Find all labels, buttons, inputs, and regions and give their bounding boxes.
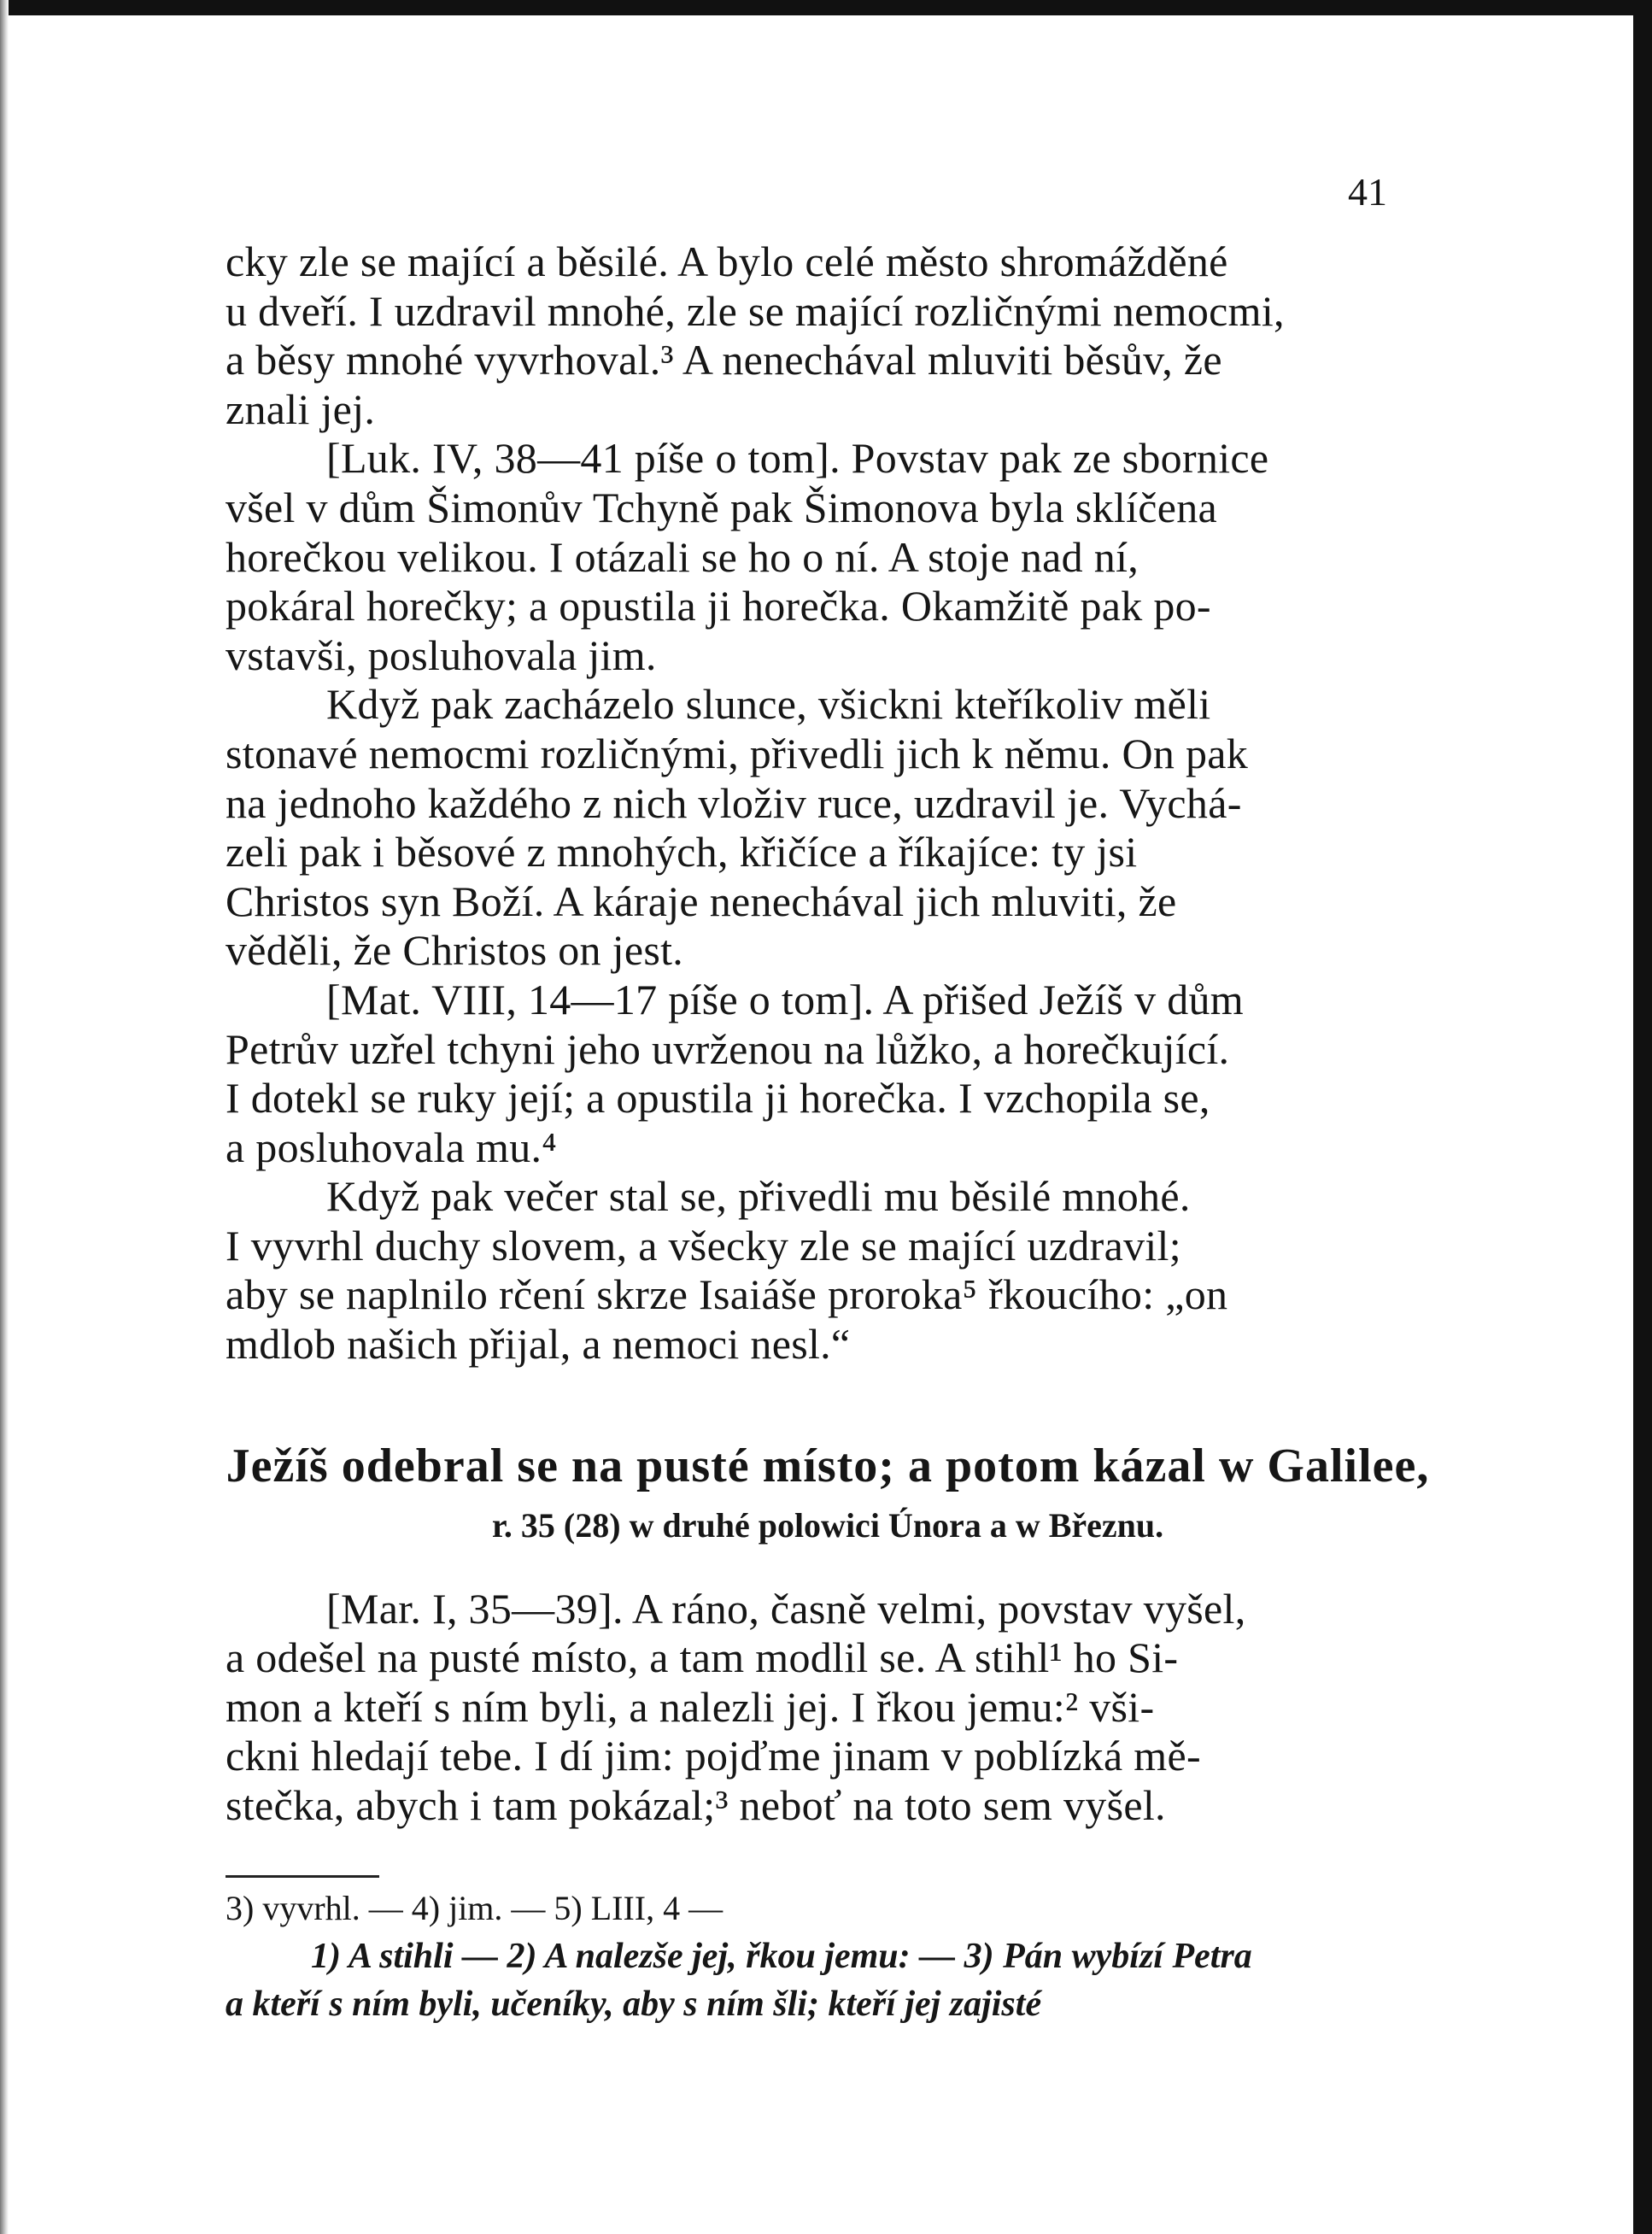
footnote-line: 1) A stihli — 2) A nalezše jej, řkou jemu: — 3) Pán wybízí Petra [311,1937,1252,1976]
text-line: stečka, abych i tam pokázal;³ neboť na toto sem vyšel. [226,1781,1166,1830]
text-line: Petrův uzřel tchyni jeho uvrženou na lůžko, a horečkující. [226,1024,1230,1073]
text-line: a odešel na pusté místo, a tam modlil se. A stihl¹ ho Si- [226,1633,1179,1682]
page-number: 41 [1348,170,1387,214]
scan-right-edge [1633,0,1652,2234]
footnote-line: 3) vyvrhl. — 4) jim. — 5) LIII, 4 — [226,1889,723,1927]
text-line: věděli, že Christos on jest. [226,926,684,975]
text-line: [Luk. IV, 38—41 píše o tom]. Povstav pak ze sbornice [326,434,1269,483]
footnotes [226,1885,1430,2028]
text-line: I vyvrhl duchy slovem, a všecky zle se mající uzdravil; [226,1221,1181,1269]
text-line: a posluhovala mu.⁴ [226,1123,558,1171]
text-line: Christos syn Boží. A káraje nenechával jich mluviti, že [226,877,1177,925]
text-line: všel v dům Šimonův Tchyně pak Šimonova byla sklíčena [226,483,1218,531]
text-line: Když pak večer stal se, přivedli mu běsilé mnohé. [326,1172,1191,1221]
text-line: [Mat. VIII, 14—17 píše o tom]. A přišed Ježíš v dům [326,975,1244,1023]
text-line: I dotekl se ruky její; a opustila ji horečka. I vzchopila se, [226,1074,1210,1123]
text-line: mdlob našich přijal, a nemoci nesl.“ [226,1320,851,1369]
section-heading: Ježíš odebral se na pusté místo; a potom kázal w Galilee, [226,1439,1430,1492]
text-line: pokáral horečky; a opustila ji horečka. Okamžitě pak po- [226,582,1211,630]
text-line: aby se naplnilo rčení skrze Isaiáše proroka⁵ řkoucího: „on [226,1270,1228,1319]
footnote-rule [226,1875,379,1878]
text-line: mon a kteří s ním byli, a nalezli jej. I řkou jemu:² vši- [226,1682,1155,1731]
scan-left-edge [0,0,9,2234]
text-line: ckni hledají tebe. I dí jim: pojďme jinam v poblízká mě- [226,1732,1201,1780]
text-line: cky zle se mající a běsilé. A bylo celé město shromážděné [226,237,1228,285]
text-line: Když pak zacházelo slunce, všickni kteříkoliv měli [326,680,1211,729]
text-line: zeli pak i běsové z mnohých, křičíce a říkajíce: ty jsi [226,828,1138,877]
main-text [226,237,1430,1831]
text-line: horečkou velikou. I otázali se ho o ní. A stoje nad ní, [226,532,1139,581]
scan-top-edge [0,0,1652,15]
text-line: na jednoho každého z nich vloživ ruce, uzdravil je. Vychá- [226,778,1242,827]
text-line: u dveří. I uzdravil mnohé, zle se mající rozličnými nemocmi, [226,286,1285,335]
text-line: a běsy mnohé vyvrhoval.³ A nenechával mluviti běsův, že [226,336,1222,384]
text-line: znali jej. [226,384,376,433]
text-line: [Mar. I, 35—39]. A ráno, časně velmi, povstav vyšel, [326,1584,1246,1633]
footnote-line: a kteří s ním byli, učeníky, aby s ním šli; kteří jej zajisté [226,1985,1042,2024]
section-subheading: r. 35 (28) w druhé polowici Února a w Březnu. [491,1505,1164,1545]
text-line: stonavé nemocmi rozličnými, přivedli jich k němu. On pak [226,729,1249,777]
text-line: vstavši, posluhovala jim. [226,630,657,679]
